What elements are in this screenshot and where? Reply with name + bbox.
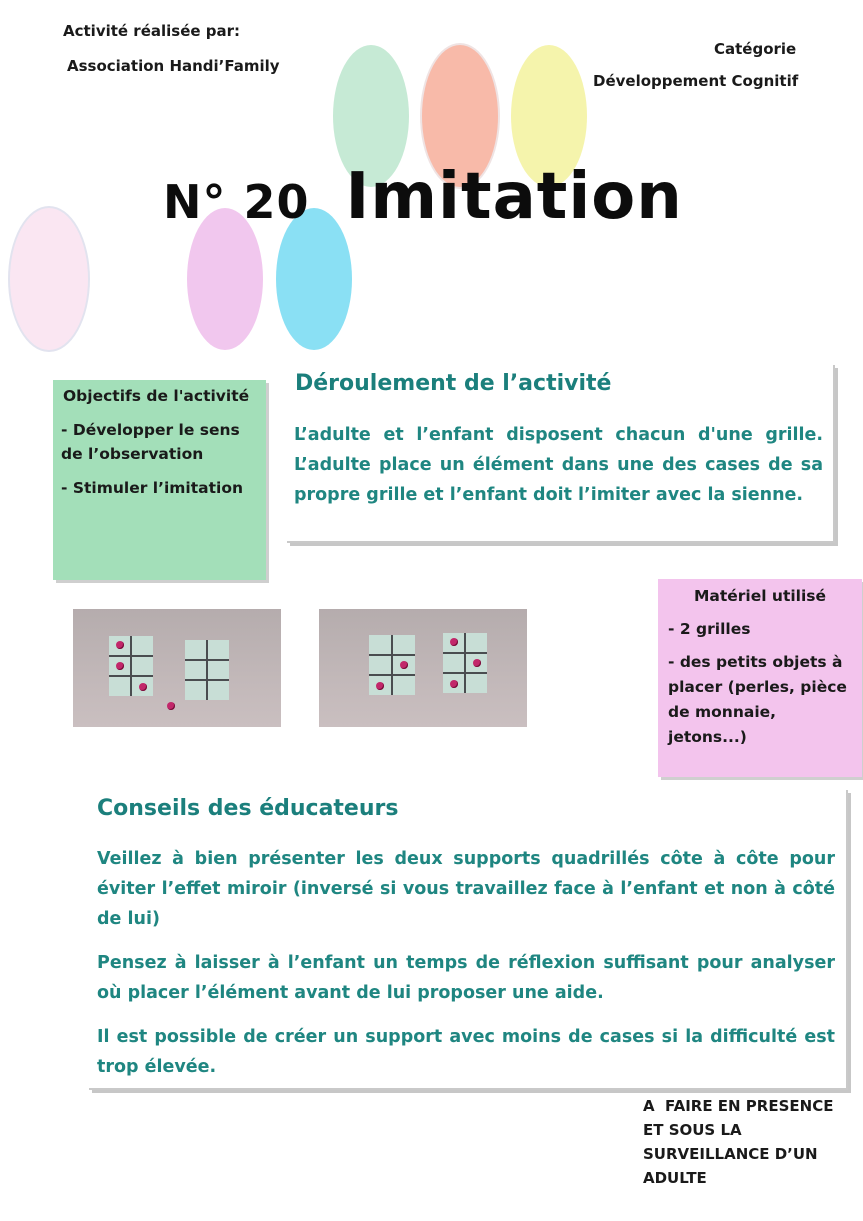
- objectives-heading: Objectifs de l'activité: [63, 387, 250, 405]
- materials-box: [658, 579, 862, 777]
- procedure-text: L’adulte et l’enfant disposent chacun d'une grille. L’adulte place un élément dans une des cases de sa propre grille et l’enfant doit l’imiter avec la sienne.: [294, 425, 823, 505]
- activity-number: N° 20: [163, 175, 310, 229]
- activity-photo-1: [73, 609, 281, 727]
- loose-bead: [167, 702, 175, 710]
- material-item: - 2 grilles: [668, 620, 751, 638]
- advice-paragraph: Il est possible de créer un support avec moins de cases si la difficulté est trop élevée.: [97, 1027, 835, 1077]
- grid-right: [185, 640, 229, 700]
- category-value: Développement Cognitif: [593, 72, 799, 90]
- bead: [139, 683, 147, 691]
- warning-line: ADULTE: [643, 1169, 707, 1187]
- procedure-card: [287, 365, 835, 543]
- grid-left: [109, 636, 153, 696]
- grid-right: [443, 633, 487, 693]
- organization-name: Association Handi’Family: [67, 57, 280, 75]
- bead: [450, 638, 458, 646]
- bead: [116, 662, 124, 670]
- bead: [116, 641, 124, 649]
- grid-left: [369, 635, 415, 695]
- warning-line: A FAIRE EN PRESENCE: [643, 1097, 834, 1115]
- materials-heading: Matériel utilisé: [693, 587, 827, 605]
- category-label: Catégorie: [714, 40, 797, 58]
- advice-heading: Conseils des éducateurs: [97, 796, 399, 821]
- safety-warning: [643, 1094, 833, 1190]
- bead: [400, 661, 408, 669]
- material-item: - des petits objets à placer (perles, pièce de monnaie, jetons...): [668, 653, 847, 746]
- bead: [473, 659, 481, 667]
- page-title: [163, 160, 683, 234]
- bead: [376, 682, 384, 690]
- objective-item: - Développer le sens de l’observation: [61, 421, 240, 463]
- bead: [450, 680, 458, 688]
- activity-name: Imitation: [345, 160, 683, 234]
- objective-item: - Stimuler l’imitation: [61, 479, 244, 497]
- procedure-heading: Déroulement de l’activité: [295, 371, 612, 396]
- made-by-label: Activité réalisée par:: [63, 22, 241, 40]
- objectives-box: [53, 380, 266, 580]
- warning-line: ET SOUS LA: [643, 1121, 742, 1139]
- activity-photo-2: [319, 609, 527, 727]
- advice-paragraph: Veillez à bien présenter les deux supports quadrillés côte à côte pour éviter l’effet miroir (inversé si vous travaillez face à l’enfant et non à côté de lui): [97, 849, 835, 929]
- decorative-oval-light-pink: [10, 208, 88, 350]
- warning-line: SURVEILLANCE D’UN: [643, 1145, 818, 1163]
- advice-paragraph: Pensez à laisser à l’enfant un temps de réflexion suffisant pour analyser où placer l’élément avant de lui proposer une aide.: [97, 953, 835, 1003]
- advice-card: [89, 790, 848, 1090]
